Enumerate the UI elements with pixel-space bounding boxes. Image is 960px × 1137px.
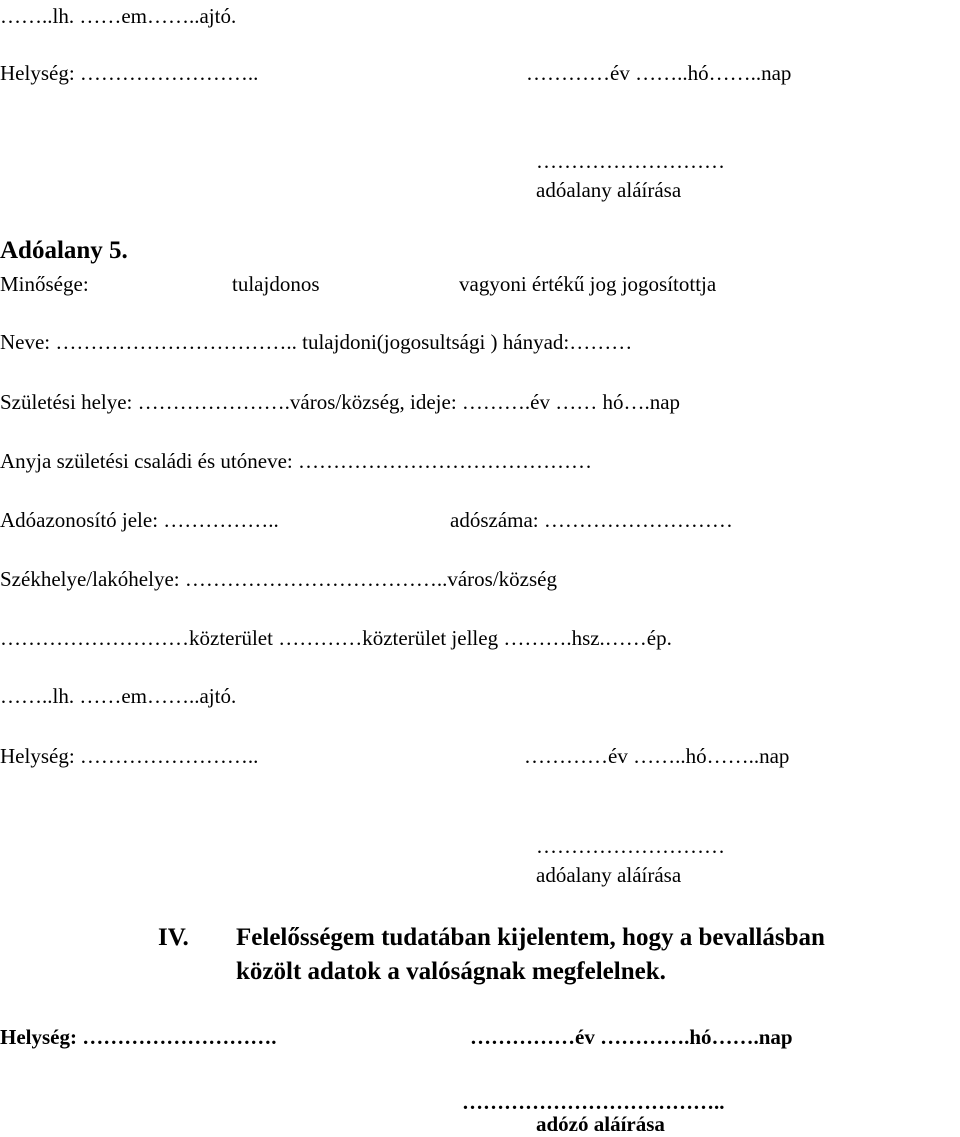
block5-helyseg-field: Helység: …………………….. <box>0 744 259 768</box>
section-number: IV. <box>158 924 189 951</box>
quality-label: Minősége: <box>0 272 89 296</box>
residence-field: Székhelye/lakóhelye: ………………………………..város/község <box>0 567 557 591</box>
block5-date-field: …………év ……..hó……..nap <box>524 744 790 768</box>
block4-helyseg-field: Helység: …………………….. <box>0 61 259 85</box>
tax-number-field: adószáma: ……………………… <box>450 508 733 532</box>
name-and-share-field: Neve: …………………………….. tulajdoni(jogosultsági ) hányad:……… <box>0 330 633 354</box>
declaration-line-1: Felelősségem tudatában kijelentem, hogy a bevallásban <box>236 924 825 951</box>
public-area-field: ………………………közterület …………közterület jelleg ……….hsz.……ép. <box>0 626 672 650</box>
declaration-helyseg-field: Helység: ………………………. <box>0 1025 277 1049</box>
block4-signature-label: adóalany aláírása <box>536 178 682 202</box>
block5-signature-line: ……………………… <box>536 834 725 858</box>
declaration-signature-line: ……………………………….. <box>462 1090 725 1114</box>
block4-signature-line: ……………………… <box>536 149 725 173</box>
declaration-date-field: ……………év ………….hó…….nap <box>470 1025 793 1049</box>
quality-option-right-holder: vagyoni értékű jog jogosítottja <box>459 272 717 296</box>
declaration-signature-label: adózó aláírása <box>536 1112 665 1136</box>
quality-option-owner: tulajdonos <box>232 272 320 296</box>
declaration-line-2: közölt adatok a valóságnak megfelelnek. <box>236 958 666 985</box>
tax-id-field: Adóazonosító jele: …………….. <box>0 508 279 532</box>
block4-address-tail: ……..lh. ……em……..ajtó. <box>0 4 237 28</box>
mother-name-field: Anyja születési családi és utóneve: …………………………………… <box>0 449 592 473</box>
taxpayer-5-title: Adóalany 5. <box>0 237 128 264</box>
block5-address-tail: ……..lh. ……em……..ajtó. <box>0 684 237 708</box>
block5-signature-label: adóalany aláírása <box>536 863 682 887</box>
block4-date-field: …………év ……..hó……..nap <box>526 61 792 85</box>
birth-place-date-field: Születési helye: ………………….város/község, ideje: ……….év …… hó….nap <box>0 390 681 414</box>
